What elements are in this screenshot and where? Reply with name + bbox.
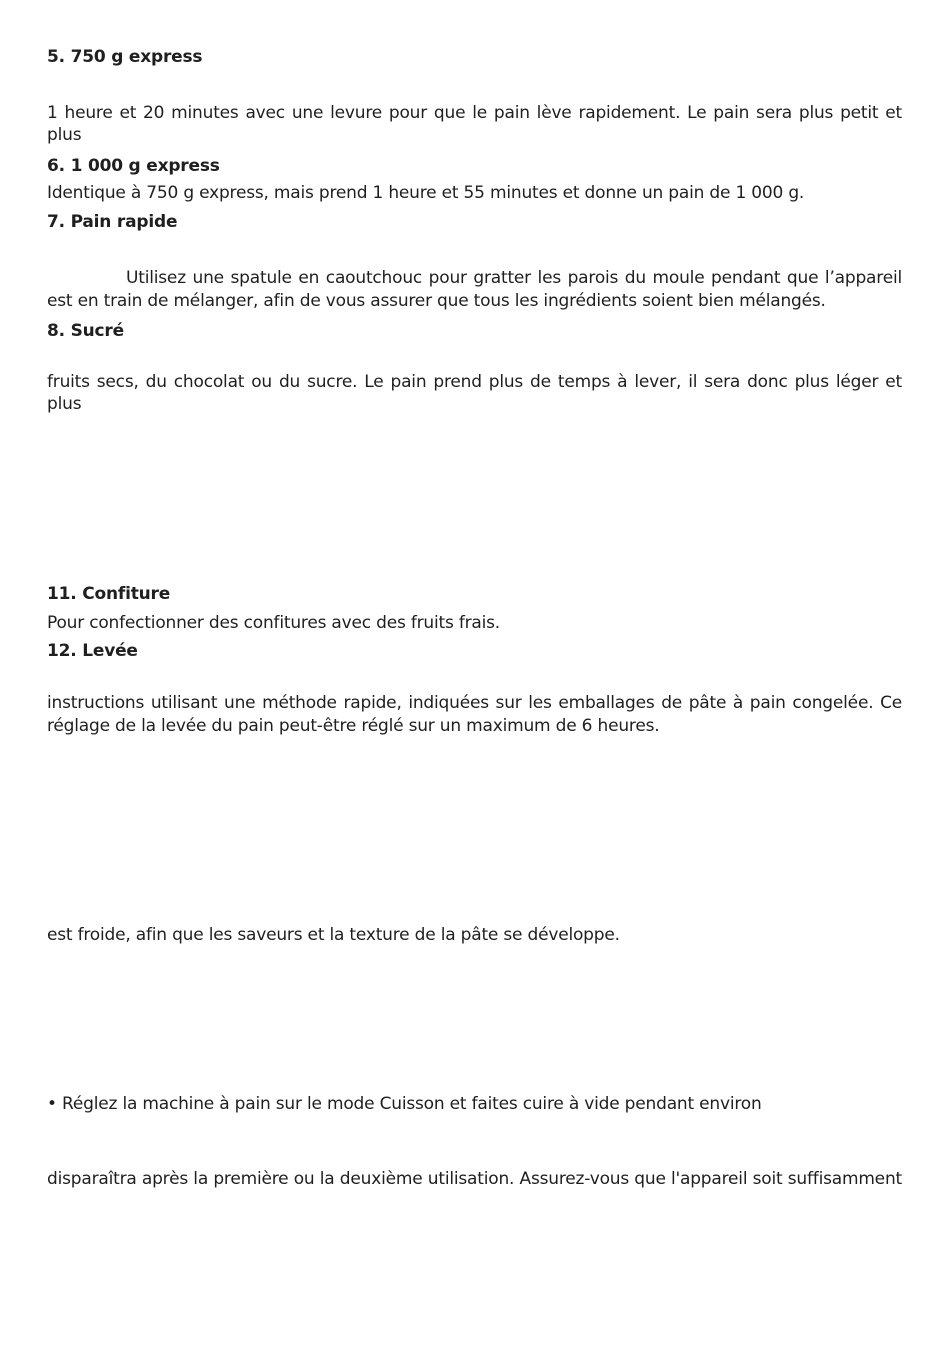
section-12-text: instructions utilisant une méthode rapide, indiquées sur les emballages de pâte à pain congelée. Ce réglage de la levée du pain peut-être réglé sur un maximum de 6 heures. [47, 693, 902, 736]
section-5-text: 1 heure et 20 minutes avec une levure pour que le pain lève rapidement. Le pain sera plus petit et plus [47, 103, 902, 145]
cold-dough-text: est froide, afin que les saveurs et la texture de la pâte se développe. [47, 925, 620, 945]
section-8-text: fruits secs, du chocolat ou du sucre. Le pain prend plus de temps à lever, il sera donc plus léger et plus [47, 372, 902, 414]
section-11-heading: 11. Confiture [47, 584, 171, 604]
section-7-text: Utilisez une spatule en caoutchouc pour gratter les parois du moule pendant que l’appareil est en train de mélanger, afin de vous assurer que tous les ingrédients soient bien mélangés. [47, 268, 902, 311]
section-11-text: Pour confectionner des confitures avec des fruits frais. [47, 613, 501, 633]
section-6-heading: 6. 1 000 g express [47, 156, 220, 176]
section-7-heading: 7. Pain rapide [47, 212, 178, 232]
disappear-text: disparaîtra après la première ou la deuxième utilisation. Assurez-vous que l'appareil soit suffisamment [47, 1169, 902, 1189]
section-8-heading: 8. Sucré [47, 321, 124, 341]
section-6-text: Identique à 750 g express, mais prend 1 heure et 55 minutes et donne un pain de 1 000 g. [47, 183, 805, 203]
bake-bullet-text: • Réglez la machine à pain sur le mode Cuisson et faites cuire à vide pendant environ [47, 1094, 762, 1114]
section-5-heading: 5. 750 g express [47, 47, 203, 67]
section-12-heading: 12. Levée [47, 641, 138, 661]
